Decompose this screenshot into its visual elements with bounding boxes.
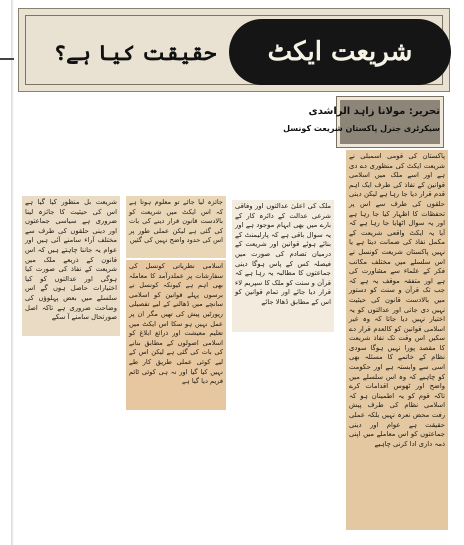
article-column-text: ملک کی اعلیٰ عدالتوں اور وفاقی شرعی عدالت کے دائرہ کار کے بارے میں بھی ابہام موجود ہے اور یہ سوال باقی ہے کہ پارلیمنٹ کے بنائے ہوئے قوانین اور شریعت کے درمیان تصادم کی صورت میں فیصلہ کس کے پاس ہوگا دینی جماعتوں کا مطالبہ یہ رہا ہے کہ قرآن و سنت کو ملک کا سپریم لاء قرار دیا جائے اور تمام قوانین کو اس کے مطابق ڈھالا جائے [235, 202, 331, 306]
byline-box [283, 96, 444, 148]
headline-subtitle: حقیقت کیا ہے؟ [53, 39, 217, 65]
clipping-edge-line [0, 58, 14, 60]
article-column-2 [126, 196, 226, 258]
byline-position: سیکرٹری جنرل پاکستان شریعت کونسل [283, 124, 440, 133]
byline-panel [283, 100, 440, 144]
article-column-text: پاکستان کی قومی اسمبلی نے شریعت ایکٹ کی منظوری دے دی ہے اور اسے ملک میں اسلامی قوانین کے نفاذ کی طرف ایک اہم قدم قرار دیا جا رہا ہے لیکن دینی حلقوں کی طرف سے اس پر تحفظات کا اظہار کیا جا رہا ہے اور یہ سوال اٹھایا جا رہا ہے کہ آیا یہ ایکٹ واقعی شریعت کے مکمل نفاذ کی ضمانت دیتا ہے یا نہیں پاکستان شریعت کونسل نے اس سلسلے میں مختلف مکاتب فکر کے علماء سے مشاورت کی ہے اور متفقہ موقف یہ ہے کہ جب تک قرآن و سنت کو دستور میں بالادست قانون کی حیثیت نہیں دی جاتی اور عدالتوں کو یہ اختیار نہیں دیا جاتا کہ وہ غیر اسلامی قوانین کو کالعدم قرار دے سکیں اس وقت تک نفاذ شریعت کا مقصد پورا نہیں ہوگا سودی نظام کے خاتمے کا مسئلہ بھی اسی سے وابستہ ہے اور حکومت کو چاہیے کہ وہ اس سلسلے میں واضح اور ٹھوس اقدامات کرے تاکہ قوم کو یہ اطمینان ہو کہ اسلامی نظام کی طرف پیش رفت محض نعرہ نہیں بلکہ عملی حقیقت ہے عوام اور دینی جماعتوں کو اس معاملے میں اپنی ذمہ داری ادا کرنی چاہیے [349, 152, 445, 448]
article-column-4 [126, 260, 226, 410]
article-column-3 [232, 200, 334, 332]
byline-author: تحریر: مولانا زاہد الراشدی [308, 106, 440, 117]
headline-title: شریعت ایکٹ [267, 37, 413, 67]
article-column-text: شریعت بل منظور کیا گیا ہے اس کی حیثیت کا جائزہ لینا ضروری ہے سیاسی جماعتوں اور دینی حلقوں کی طرف سے مختلف آراء سامنے آئی ہیں اور عوام یہ جاننا چاہتے ہیں کہ اس قانون کے ذریعے ملک میں شریعت کے نفاذ کی صورت کیا ہوگی اور عدالتوں کو کیا اختیارات حاصل ہوں گے اس سلسلے میں بعض پہلوؤں کی وضاحت ضروری ہے تاکہ اصل صورتحال سامنے آ سکے [25, 198, 117, 322]
article-column-text: اسلامی نظریاتی کونسل کی سفارشات پر عملدرآمد کا معاملہ بھی اہم ہے کیونکہ کونسل نے برسوں پہلے قوانین کو اسلامی سانچے میں ڈھالنے کے لیے تفصیلی رپورٹیں پیش کی تھیں مگر ان پر عمل نہیں ہو سکا اس ایکٹ میں تعلیم معیشت اور ذرائع ابلاغ کو اسلامی اصولوں کے مطابق بنانے کی بات کی گئی ہے لیکن اس کے لیے کوئی عملی طریق کار طے نہیں کیا گیا اور نہ ہی کوئی ٹائم فریم دیا گیا ہے [129, 262, 223, 386]
headline-banner [18, 8, 450, 92]
article-column-5 [346, 150, 448, 530]
article-column-1 [22, 196, 120, 336]
clipping-left-shadow [11, 0, 14, 545]
title-pill [229, 19, 451, 85]
article-column-text: جائزہ لیا جائے تو معلوم ہوتا ہے کہ اس ایکٹ میں شریعت کو بالادست قانون قرار دینے کی بات کی گئی ہے لیکن عملی طور پر اس کی حدود واضح نہیں کی گئیں [129, 198, 223, 245]
